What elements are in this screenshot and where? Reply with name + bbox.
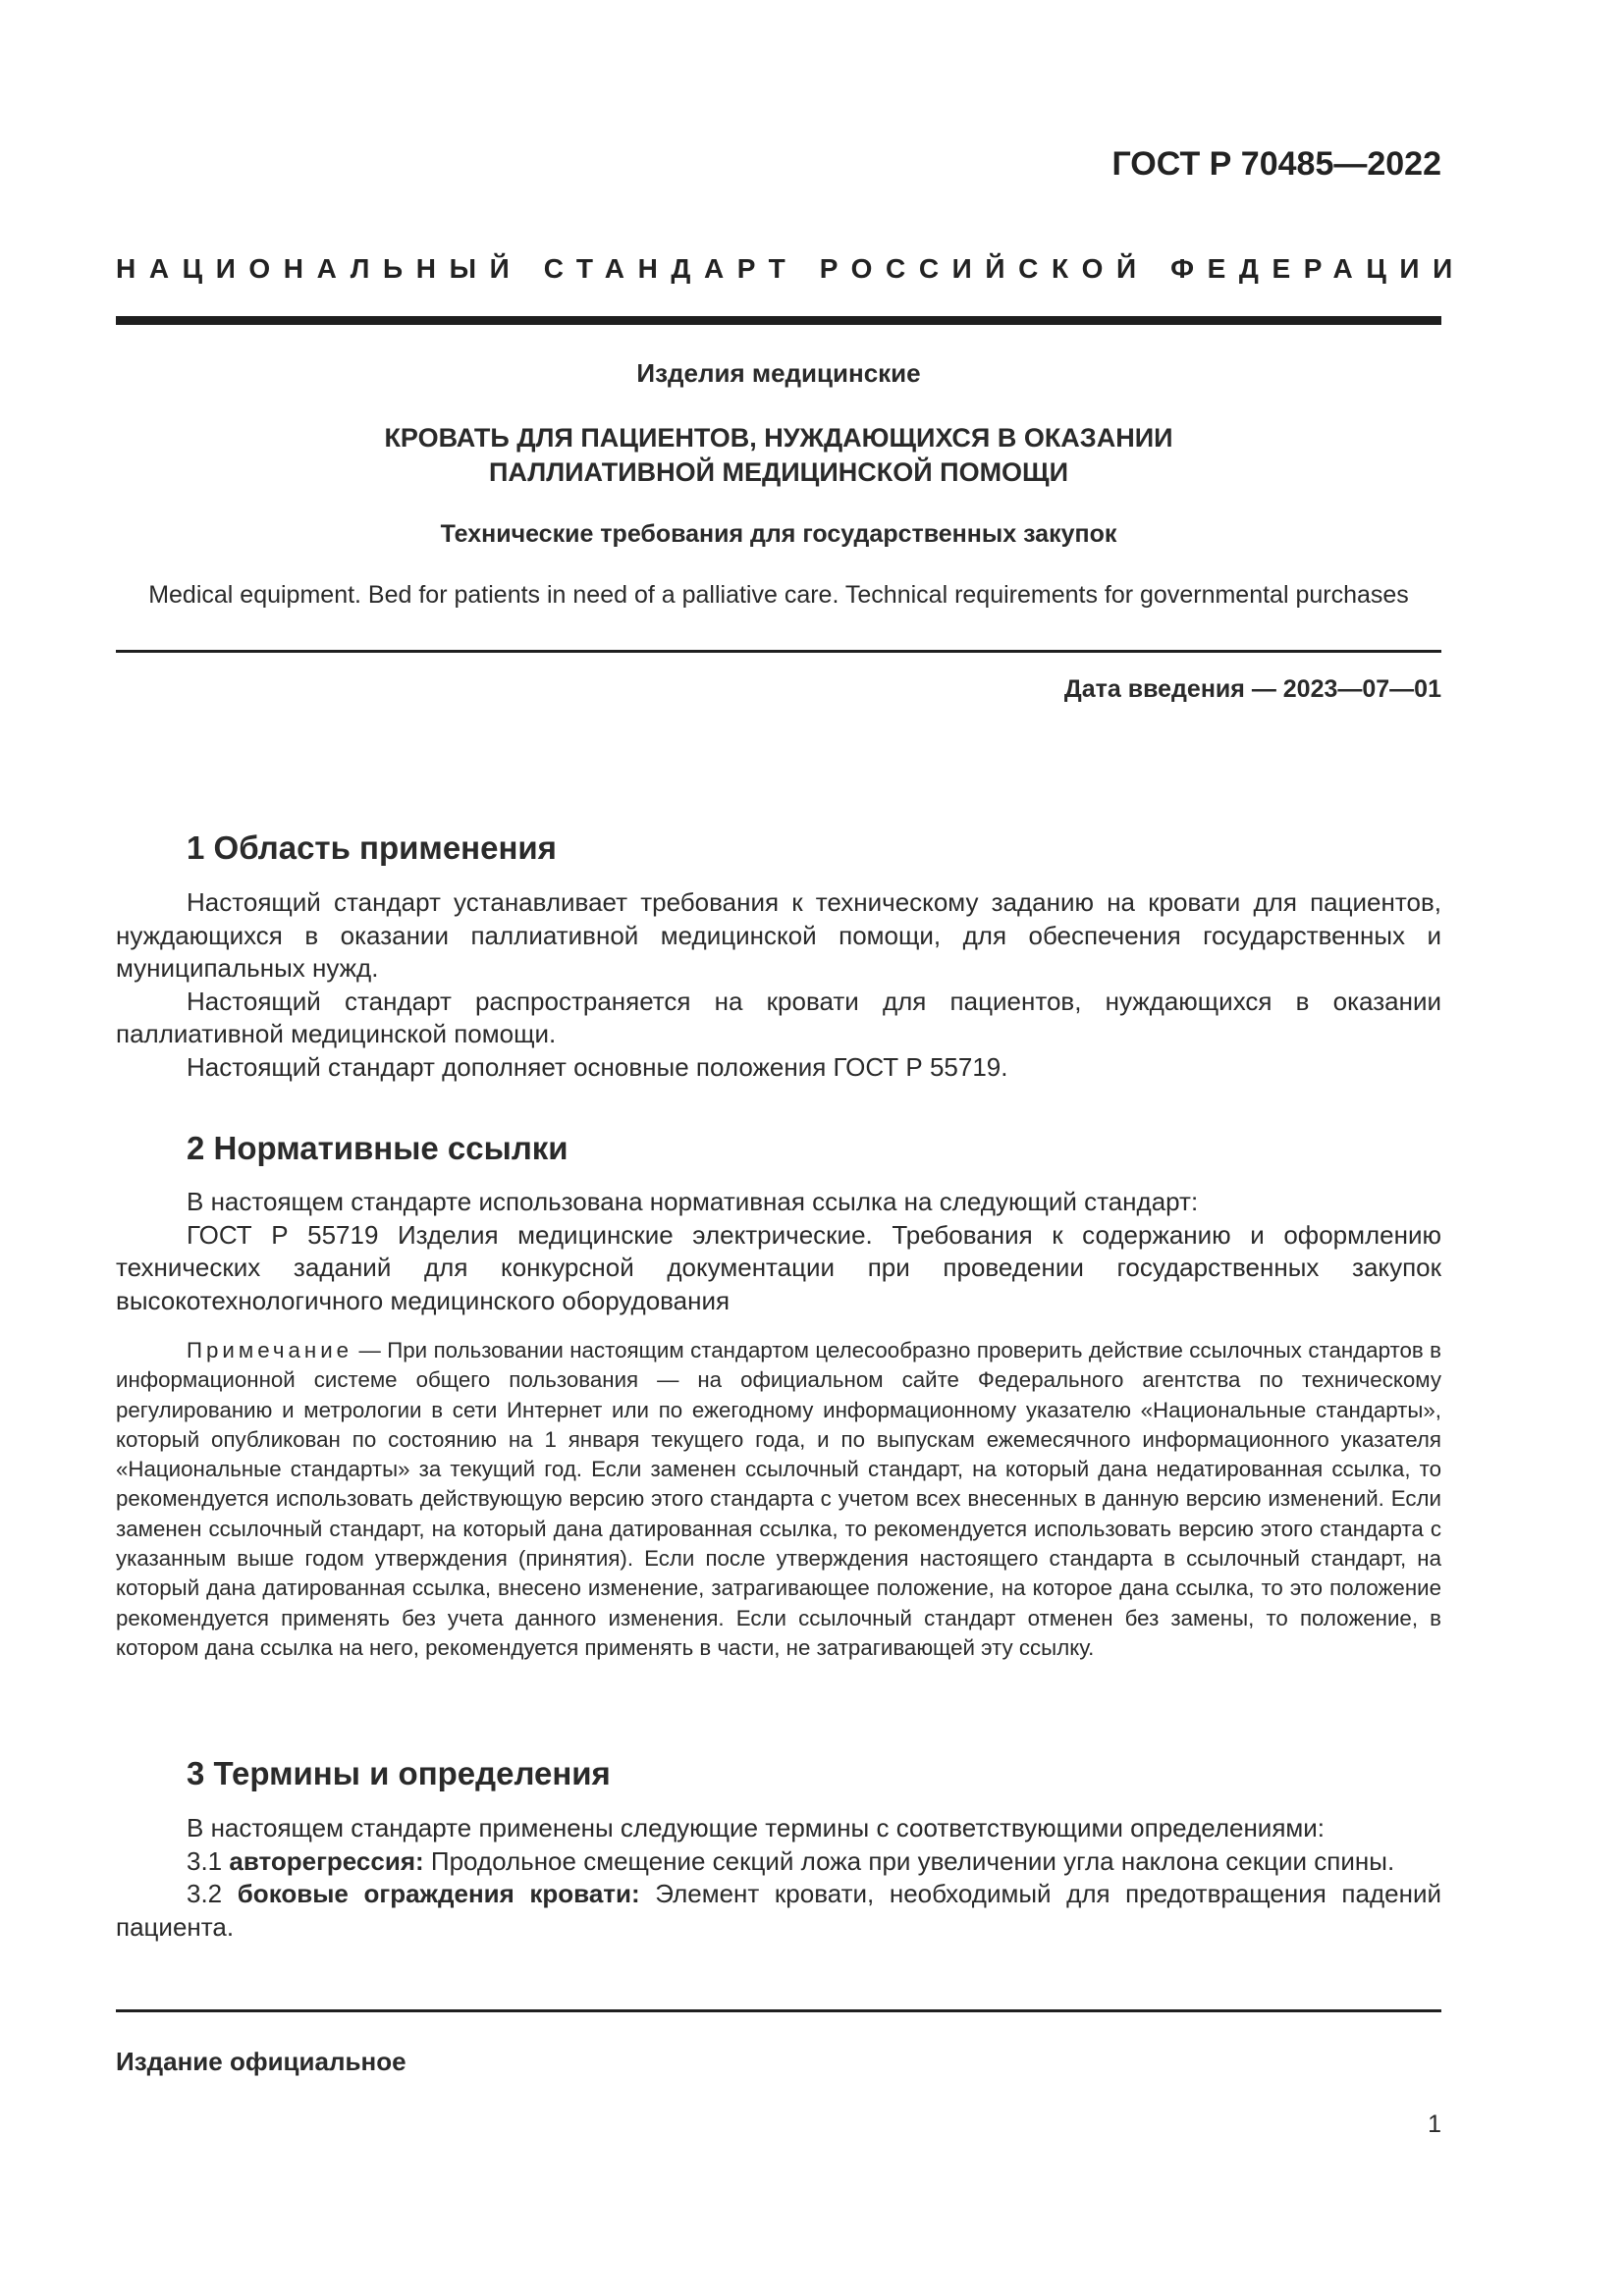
term-definition: Элемент кровати, необходимый для предотвращения падений пациента. [116,1879,1441,1942]
document-title [116,421,1441,490]
section-1-heading: 1 Область применения [187,829,557,866]
official-edition-label: Издание официальное [116,2047,406,2076]
note-label: Примечание [187,1338,353,1362]
document-title-line1: КРОВАТЬ ДЛЯ ПАЦИЕНТОВ, НУЖДАЮЩИХСЯ В ОКАЗАНИИ [384,423,1173,453]
section-2-body [116,1186,1441,1317]
term-name: авторегрессия: [229,1845,424,1876]
paragraph: В настоящем стандарте использована нормативная ссылка на следующий стандарт: [187,1187,1199,1216]
term-entry [116,1845,1441,1879]
section-3-body [116,1812,1441,1944]
footer-divider [116,2009,1441,2012]
term-definition: Продольное смещение секций ложа при увеличении угла наклона секции спины. [423,1845,1395,1876]
national-standard-banner: НАЦИОНАЛЬНЫЙ СТАНДАРТ РОССИЙСКОЙ ФЕДЕРАЦИИ [116,253,1466,284]
paragraph: В настоящем стандарте применены следующие термины с соответствующими определениями: [187,1813,1326,1842]
header-divider [116,316,1441,325]
section-2-heading: 2 Нормативные ссылки [187,1130,568,1166]
introduction-date: Дата введения — 2023—07—01 [1063,675,1441,703]
term-name: боковые ограждения кровати: [237,1879,640,1908]
title-divider [116,650,1441,653]
note-text: — При пользовании настоящим стандартом целесообразно проверить действие ссылочных стандартов в информационной системе общего пользования — на официальном сайте Федерального агентства по техническому регулированию и метрологии в сети Интернет или по ежегодному информационному указателю «Национальные стандарты», который опубликован по состоянию на 1 января текущего года, и по выпускам ежемесячного информационного указателя «Национальные стандарты» за текущий год. Если заменен ссылочный стандарт, на который дана недатированная ссылка, то рекомендуется использовать действующую версию этого стандарта с учетом всех внесенных в данную версию изменений. Если заменен ссылочный стандарт, на который дана датированная ссылка, то рекомендуется использовать версию этого стандарта с указанным выше годом утверждения (принятия). Если после утверждения настоящего стандарта в ссылочный стандарт, на который дана датированная ссылка, внесено изменение, затрагивающее положение, на которое дана ссылка, то это положение рекомендуется применять без учета данного изменения. Если ссылочный стандарт отменен без замены, то положение, в котором дана ссылка на него, рекомендуется применять в части, не затрагивающей эту ссылку. [116,1338,1441,1660]
document-subtitle: Технические требования для государственных закупок [440,520,1117,548]
section-3-heading: 3 Термины и определения [187,1755,611,1791]
document-title-line2: ПАЛЛИАТИВНОЙ МЕДИЦИНСКОЙ ПОМОЩИ [489,457,1068,487]
paragraph: Настоящий стандарт дополняет основные положения ГОСТ Р 55719. [187,1051,1008,1082]
page-number: 1 [1428,2110,1441,2138]
paragraph: Настоящий стандарт устанавливает требования к техническому заданию на кровати для пациентов, нуждающихся в оказании паллиативной медицинской помощи, для обеспечения государственных и муниципальных нужд. [116,887,1441,983]
term-number: 3.2 [187,1879,238,1908]
document-code: ГОСТ Р 70485—2022 [1111,145,1441,183]
reference-entry: ГОСТ Р 55719 Изделия медицинские электрические. Требования к содержанию и оформлению технических заданий для конкурсной документации при проведении государственных закупок высокотехнологичного медицинского оборудования [116,1219,1441,1315]
paragraph: Настоящий стандарт распространяется на кровати для пациентов, нуждающихся в оказании паллиативной медицинской помощи. [116,986,1441,1048]
note-block [116,1336,1441,1663]
term-number: 3.1 [187,1845,230,1876]
term-entry [116,1878,1441,1944]
document-category: Изделия медицинские [636,358,921,388]
english-title: Medical equipment. Bed for patients in need of a palliative care. Technical requirements for governmental purchases [148,581,1409,609]
section-1-body [116,886,1441,1084]
